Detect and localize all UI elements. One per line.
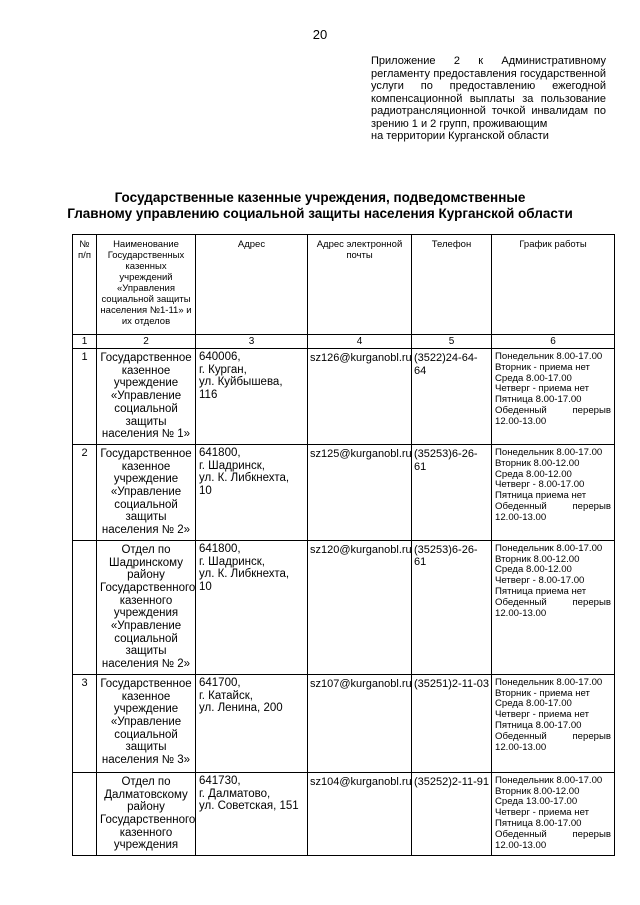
street: ул. К. Либкнехта, 10 xyxy=(199,472,290,498)
schedule-line: Понедельник 8.00-17.00 xyxy=(495,774,603,786)
postal-code: 641730, xyxy=(199,774,241,787)
institution-name: Отдел по Далматовскому району Государственного казенного учреждения xyxy=(97,772,196,855)
break-word: перерыв xyxy=(572,500,611,512)
address xyxy=(196,772,308,855)
appendix-line: регламенту предоставления государственной xyxy=(371,67,606,80)
col-number: 5 xyxy=(412,335,492,349)
appendix-line: Приложение 2 к Административному xyxy=(371,55,606,67)
page-number: 20 xyxy=(312,27,328,42)
schedule-line: 12.00-13.00 xyxy=(495,415,547,427)
phone: (35253)6-26-61 xyxy=(412,540,492,674)
schedule-line: Среда 8.00-17.00 xyxy=(495,698,572,710)
schedule xyxy=(492,444,615,540)
schedule-line: Среда 8.00-12.00 xyxy=(495,468,572,480)
schedule-line: Пятница 8.00-17.00 xyxy=(495,394,582,406)
email: sz104@kurganobl.ru xyxy=(308,772,412,855)
schedule-line: Понедельник 8.00-17.00 xyxy=(495,446,603,458)
lunch-word: Обеденный xyxy=(495,828,547,840)
schedule-line: Четверг - приема нет xyxy=(495,709,590,721)
col-number: 1 xyxy=(73,335,97,349)
header-row xyxy=(73,235,615,335)
phone: (35252)2-11-91 xyxy=(412,772,492,855)
col-number: 4 xyxy=(308,335,412,349)
street: ул. Ленина, 200 xyxy=(199,702,283,715)
email: sz126@kurganobl.ru xyxy=(308,349,412,445)
postal-code: 641700, xyxy=(199,676,241,689)
phone: (3522)24-64-64 xyxy=(412,349,492,445)
schedule-line: Среда 8.00-17.00 xyxy=(495,372,572,384)
street: ул. К. Либкнехта, 10 xyxy=(199,568,290,593)
city: г. Курган, xyxy=(199,363,247,376)
address xyxy=(196,674,308,772)
row-number: 2 xyxy=(73,444,97,540)
schedule xyxy=(492,349,615,445)
title-line-1: Государственные казенные учреждения, подведомственные xyxy=(114,190,526,205)
header-name: Наименование Государственных казенных учреждений «Управления социальной защиты населения №1-11» и их отделов xyxy=(97,235,196,335)
email: sz120@kurganobl.ru xyxy=(308,540,412,674)
city: г. Катайск, xyxy=(199,689,253,702)
col-number: 3 xyxy=(196,335,308,349)
header-email: Адрес электронной почты xyxy=(308,235,412,335)
schedule-line: Вторник 8.00-12.00 xyxy=(495,553,580,565)
schedule-line: Понедельник 8.00-17.00 xyxy=(495,351,603,362)
institution-name: Государственное казенное учреждение «Управление социальной защиты населения № 3» xyxy=(97,674,196,772)
schedule-line: 12.00-13.00 xyxy=(495,839,547,851)
header-address: Адрес xyxy=(196,235,308,335)
header-num: № п/п xyxy=(73,235,97,335)
institution-name: Государственное казенное учреждение «Управление социальной защиты населения № 1» xyxy=(97,349,196,445)
address xyxy=(196,444,308,540)
address xyxy=(196,349,308,445)
column-numbers-row xyxy=(73,335,615,349)
document-title xyxy=(0,190,640,222)
schedule-line: Вторник 8.00-12.00 xyxy=(495,785,580,797)
break-word: перерыв xyxy=(572,404,611,416)
postal-code: 640006, xyxy=(199,351,241,363)
phone: (35251)2-11-03 xyxy=(412,674,492,772)
schedule-line: Понедельник 8.00-17.00 xyxy=(495,676,603,688)
schedule-line: Четверг - приема нет xyxy=(495,383,590,395)
table-row xyxy=(73,772,615,855)
phone: (35253)6-26-61 xyxy=(412,444,492,540)
schedule-line: 12.00-13.00 xyxy=(495,511,547,523)
schedule-line: Вторник 8.00-12.00 xyxy=(495,457,580,469)
institution-name: Отдел по Шадринскому району Государственного казенного учреждения «Управление социальной защиты населения № 2» xyxy=(97,540,196,674)
schedule xyxy=(492,674,615,772)
institutions-table xyxy=(72,234,615,856)
city: г. Далматово, xyxy=(199,787,271,800)
email: sz125@kurganobl.ru xyxy=(308,444,412,540)
postal-code: 641800, xyxy=(199,542,241,555)
schedule-line: Пятница 8.00-17.00 xyxy=(495,720,582,732)
appendix-line: радиотрансляционной точкой инвалидам по xyxy=(371,105,606,117)
schedule-line: Среда 8.00-12.00 xyxy=(495,564,572,576)
break-word: перерыв xyxy=(572,828,611,840)
schedule-line: 12.00-13.00 xyxy=(495,607,547,619)
col-number: 6 xyxy=(492,335,615,349)
schedule xyxy=(492,772,615,855)
table-row xyxy=(73,349,615,445)
city: г. Шадринск, xyxy=(199,459,265,472)
table-row xyxy=(73,444,615,540)
schedule xyxy=(492,540,615,674)
col-number: 2 xyxy=(97,335,196,349)
schedule-line: 12.00-13.00 xyxy=(495,741,547,753)
street: ул. Куйбышева, 116 xyxy=(199,376,283,402)
header-phone: Телефон xyxy=(412,235,492,335)
lunch-word: Обеденный xyxy=(495,596,547,608)
street: ул. Советская, 151 xyxy=(199,800,299,813)
appendix-line: зрению 1 и 2 групп, проживающим xyxy=(371,117,548,130)
break-word: перерыв xyxy=(572,596,611,608)
row-number xyxy=(73,540,97,674)
schedule-line: Среда 13.00-17.00 xyxy=(495,796,578,808)
schedule-line: Вторник - приема нет xyxy=(495,361,590,373)
appendix-line: на территории Курганской области xyxy=(371,130,549,142)
schedule-line: Четверг - приема нет xyxy=(495,807,590,819)
appendix-note xyxy=(371,55,606,143)
row-number: 3 xyxy=(73,674,97,772)
address xyxy=(196,540,308,674)
schedule-line: Вторник - приема нет xyxy=(495,687,590,699)
break-word: перерыв xyxy=(572,730,611,742)
schedule-line: Четверг - 8.00-17.00 xyxy=(495,479,585,491)
row-number xyxy=(73,772,97,855)
header-schedule: График работы xyxy=(492,235,615,335)
schedule-line: Пятница приема нет xyxy=(495,490,587,502)
row-number: 1 xyxy=(73,349,97,445)
city: г. Шадринск, xyxy=(199,555,265,568)
table-row xyxy=(73,540,615,674)
lunch-word: Обеденный xyxy=(495,730,547,742)
email: sz107@kurganobl.ru xyxy=(308,674,412,772)
schedule-lunch xyxy=(495,598,611,609)
title-line-2: Главному управлению социальной защиты населения Курганской области xyxy=(67,206,573,221)
schedule-line: Понедельник 8.00-17.00 xyxy=(495,542,603,554)
schedule-line: Пятница приема нет xyxy=(495,586,587,598)
lunch-word: Обеденный xyxy=(495,500,547,512)
schedule-line: Пятница 8.00-17.00 xyxy=(495,818,582,830)
lunch-word: Обеденный xyxy=(495,404,547,416)
postal-code: 641800, xyxy=(199,446,241,459)
appendix-line: компенсационной выплаты за пользование xyxy=(371,92,606,105)
schedule-line: Четверг - 8.00-17.00 xyxy=(495,575,585,587)
appendix-line: услуги по предоставлению ежегодной xyxy=(371,80,606,92)
institution-name: Государственное казенное учреждение «Управление социальной защиты населения № 2» xyxy=(97,444,196,540)
table-row xyxy=(73,674,615,772)
